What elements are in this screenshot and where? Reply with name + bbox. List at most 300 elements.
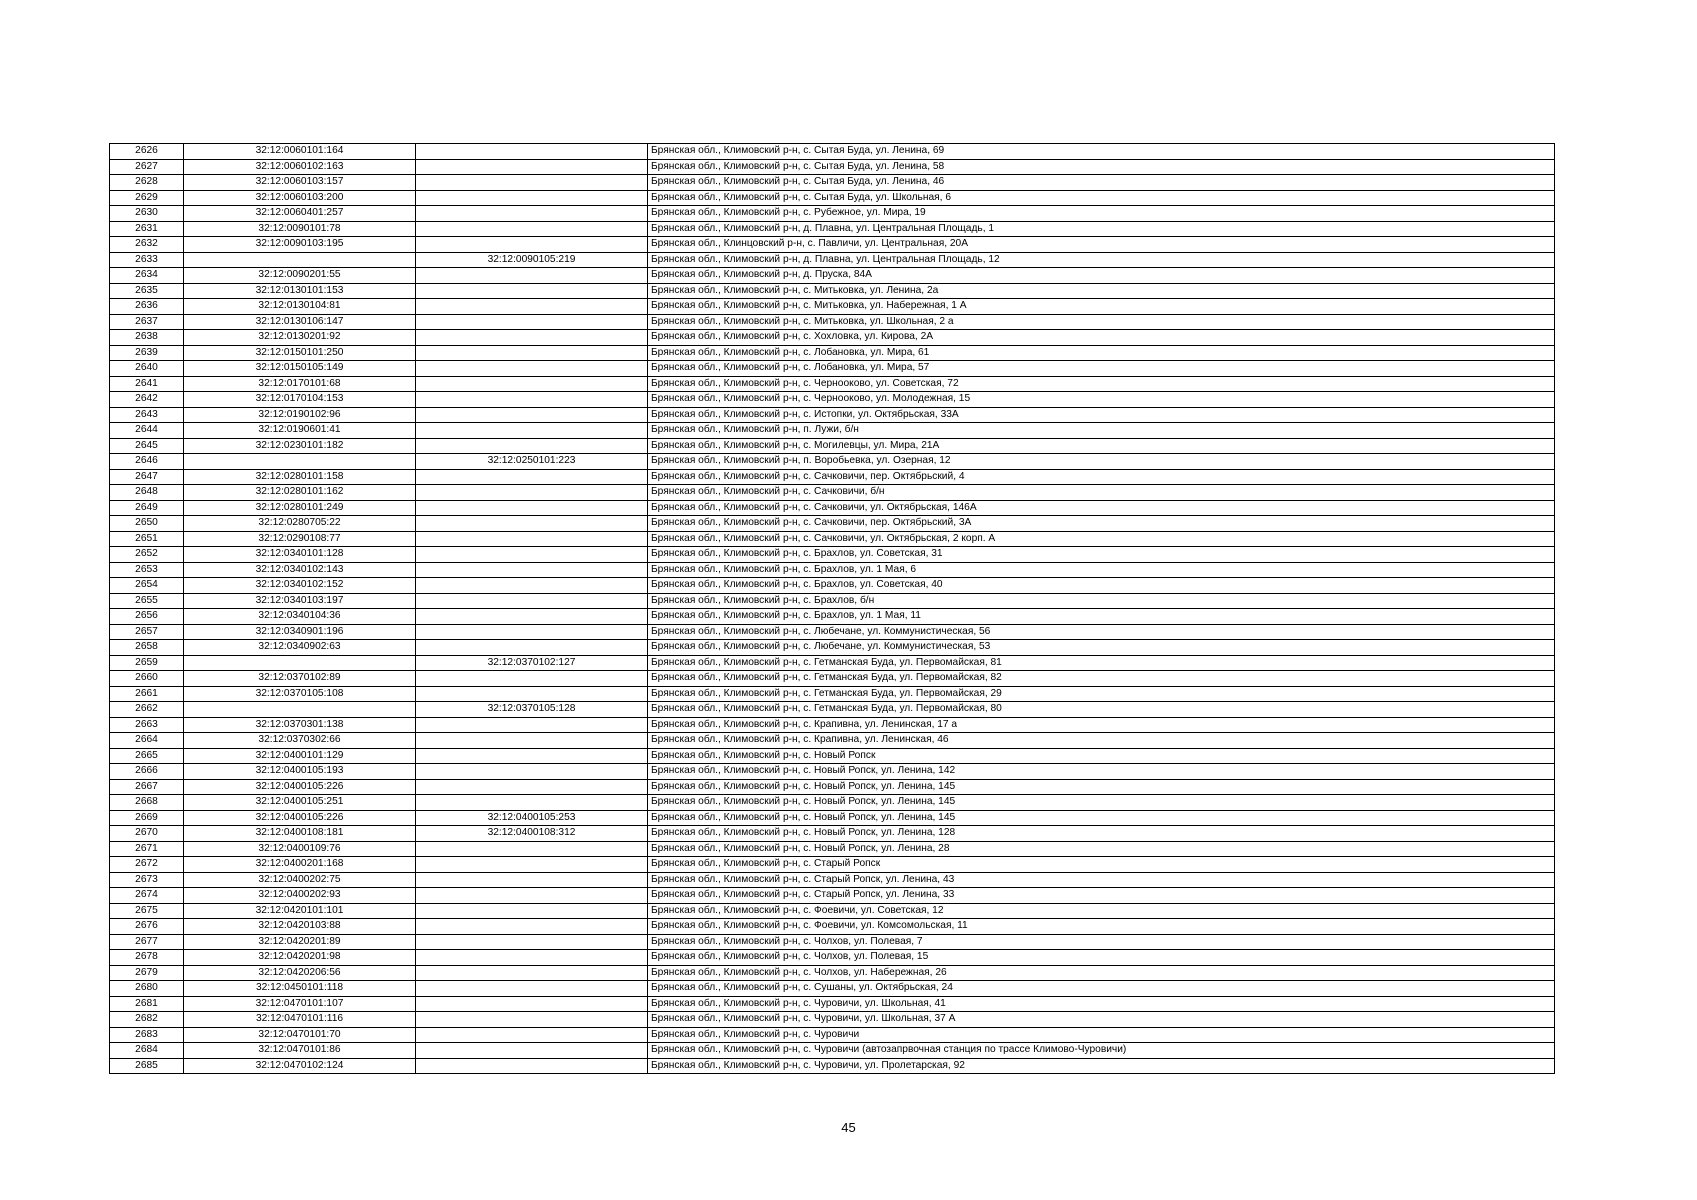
table-row <box>110 578 1555 594</box>
row-number-cell: 2642 <box>110 392 184 408</box>
cadastral-number-cell: 32:12:0290108:77 <box>184 531 416 547</box>
row-number-cell: 2685 <box>110 1058 184 1074</box>
secondary-cadastral-number-cell <box>416 361 648 377</box>
table-row <box>110 996 1555 1012</box>
cadastral-number-cell: 32:12:0060102:163 <box>184 159 416 175</box>
cadastral-number-cell: 32:12:0340901:196 <box>184 624 416 640</box>
cadastral-number-cell: 32:12:0150101:250 <box>184 345 416 361</box>
table-row <box>110 454 1555 470</box>
address-cell: Брянская обл., Климовский р-н, с. Сачковичи, ул. Октябрьская, 146А <box>648 500 1555 516</box>
secondary-cadastral-number-cell <box>416 640 648 656</box>
secondary-cadastral-number-cell <box>416 485 648 501</box>
row-number-cell: 2641 <box>110 376 184 392</box>
cadastral-number-cell: 32:12:0340103:197 <box>184 593 416 609</box>
address-cell: Брянская обл., Климовский р-н, с. Гетманская Буда, ул. Первомайская, 82 <box>648 671 1555 687</box>
secondary-cadastral-number-cell <box>416 144 648 160</box>
address-cell: Брянская обл., Климовский р-н, с. Чернооково, ул. Молодежная, 15 <box>648 392 1555 408</box>
address-cell: Брянская обл., Климовский р-н, с. Сытая Буда, ул. Школьная, 6 <box>648 190 1555 206</box>
cadastral-number-cell: 32:12:0470101:116 <box>184 1012 416 1028</box>
address-cell: Брянская обл., Климовский р-н, с. Новый Ропск, ул. Ленина, 128 <box>648 826 1555 842</box>
address-cell: Брянская обл., Климовский р-н, с. Новый Ропск, ул. Ленина, 145 <box>648 795 1555 811</box>
address-cell: Брянская обл., Климовский р-н, с. Брахлов, ул. 1 Мая, 11 <box>648 609 1555 625</box>
row-number-cell: 2682 <box>110 1012 184 1028</box>
cadastral-number-cell: 32:12:0400202:93 <box>184 888 416 904</box>
secondary-cadastral-number-cell <box>416 624 648 640</box>
secondary-cadastral-number-cell <box>416 314 648 330</box>
cadastral-number-cell <box>184 454 416 470</box>
table-row <box>110 640 1555 656</box>
secondary-cadastral-number-cell <box>416 996 648 1012</box>
address-cell: Брянская обл., Климовский р-н, с. Чолхов, ул. Полевая, 15 <box>648 950 1555 966</box>
address-cell: Брянская обл., Климовский р-н, д. Пруска, 84А <box>648 268 1555 284</box>
cadastral-number-cell: 32:12:0090201:55 <box>184 268 416 284</box>
secondary-cadastral-number-cell <box>416 950 648 966</box>
secondary-cadastral-number-cell <box>416 857 648 873</box>
address-cell: Брянская обл., Климовский р-н, с. Сачковичи, ул. Октябрьская, 2 корп. А <box>648 531 1555 547</box>
page-number: 45 <box>841 1120 856 1135</box>
address-cell: Брянская обл., Климовский р-н, с. Гетманская Буда, ул. Первомайская, 81 <box>648 655 1555 671</box>
registry-table <box>109 143 1555 1074</box>
row-number-cell: 2683 <box>110 1027 184 1043</box>
row-number-cell: 2663 <box>110 717 184 733</box>
cadastral-number-cell: 32:12:0190102:96 <box>184 407 416 423</box>
row-number-cell: 2666 <box>110 764 184 780</box>
address-cell: Брянская обл., Климовский р-н, с. Новый Ропск, ул. Ленина, 145 <box>648 810 1555 826</box>
row-number-cell: 2680 <box>110 981 184 997</box>
address-cell: Брянская обл., Климовский р-н, п. Воробьевка, ул. Озерная, 12 <box>648 454 1555 470</box>
table-row <box>110 500 1555 516</box>
row-number-cell: 2673 <box>110 872 184 888</box>
secondary-cadastral-number-cell <box>416 1043 648 1059</box>
address-cell: Брянская обл., Климовский р-н, с. Чолхов, ул. Набережная, 26 <box>648 965 1555 981</box>
row-number-cell: 2667 <box>110 779 184 795</box>
secondary-cadastral-number-cell <box>416 392 648 408</box>
secondary-cadastral-number-cell <box>416 438 648 454</box>
row-number-cell: 2652 <box>110 547 184 563</box>
address-cell: Брянская обл., Климовский р-н, с. Сачковичи, б/н <box>648 485 1555 501</box>
address-cell: Брянская обл., Климовский р-н, с. Чуровичи, ул. Школьная, 41 <box>648 996 1555 1012</box>
secondary-cadastral-number-cell <box>416 516 648 532</box>
address-cell: Брянская обл., Климовский р-н, с. Сачковичи, пер. Октябрьский, 4 <box>648 469 1555 485</box>
table-row <box>110 547 1555 563</box>
table-row <box>110 841 1555 857</box>
address-cell: Брянская обл., Климовский р-н, с. Новый Ропск, ул. Ленина, 142 <box>648 764 1555 780</box>
table-row <box>110 671 1555 687</box>
secondary-cadastral-number-cell <box>416 748 648 764</box>
secondary-cadastral-number-cell <box>416 1012 648 1028</box>
cadastral-number-cell: 32:12:0470101:70 <box>184 1027 416 1043</box>
row-number-cell: 2659 <box>110 655 184 671</box>
table-row <box>110 562 1555 578</box>
cadastral-number-cell: 32:12:0130106:147 <box>184 314 416 330</box>
cadastral-number-cell: 32:12:0400201:168 <box>184 857 416 873</box>
secondary-cadastral-number-cell <box>416 593 648 609</box>
table-row <box>110 190 1555 206</box>
address-cell: Брянская обл., Климовский р-н, с. Лобановка, ул. Мира, 57 <box>648 361 1555 377</box>
table-row <box>110 438 1555 454</box>
address-cell: Брянская обл., Климовский р-н, с. Могилевцы, ул. Мира, 21А <box>648 438 1555 454</box>
table-row <box>110 965 1555 981</box>
secondary-cadastral-number-cell <box>416 934 648 950</box>
table-row <box>110 237 1555 253</box>
table-row <box>110 376 1555 392</box>
secondary-cadastral-number-cell <box>416 1027 648 1043</box>
cadastral-number-cell <box>184 655 416 671</box>
cadastral-number-cell: 32:12:0190601:41 <box>184 423 416 439</box>
cadastral-number-cell: 32:12:0130201:92 <box>184 330 416 346</box>
table-row <box>110 872 1555 888</box>
secondary-cadastral-number-cell <box>416 407 648 423</box>
row-number-cell: 2627 <box>110 159 184 175</box>
cadastral-number-cell: 32:12:0060103:157 <box>184 175 416 191</box>
cadastral-number-cell: 32:12:0280101:162 <box>184 485 416 501</box>
table-row <box>110 1012 1555 1028</box>
secondary-cadastral-number-cell <box>416 531 648 547</box>
secondary-cadastral-number-cell <box>416 237 648 253</box>
row-number-cell: 2651 <box>110 531 184 547</box>
row-number-cell: 2661 <box>110 686 184 702</box>
secondary-cadastral-number-cell <box>416 764 648 780</box>
table-row <box>110 779 1555 795</box>
cadastral-number-cell: 32:12:0060103:200 <box>184 190 416 206</box>
address-cell: Брянская обл., Климовский р-н, с. Брахлов, ул. Советская, 31 <box>648 547 1555 563</box>
row-number-cell: 2650 <box>110 516 184 532</box>
secondary-cadastral-number-cell <box>416 159 648 175</box>
secondary-cadastral-number-cell <box>416 283 648 299</box>
cadastral-number-cell: 32:12:0340102:143 <box>184 562 416 578</box>
registry-table-body <box>110 144 1555 1074</box>
cadastral-number-cell: 32:12:0400105:226 <box>184 779 416 795</box>
row-number-cell: 2637 <box>110 314 184 330</box>
address-cell: Брянская обл., Климовский р-н, с. Старый Ропск, ул. Ленина, 43 <box>648 872 1555 888</box>
cadastral-number-cell: 32:12:0420201:98 <box>184 950 416 966</box>
table-row <box>110 981 1555 997</box>
table-row <box>110 206 1555 222</box>
cadastral-number-cell: 32:12:0370302:66 <box>184 733 416 749</box>
address-cell: Брянская обл., Климовский р-н, с. Хохловка, ул. Кирова, 2А <box>648 330 1555 346</box>
row-number-cell: 2635 <box>110 283 184 299</box>
secondary-cadastral-number-cell <box>416 221 648 237</box>
table-row <box>110 485 1555 501</box>
table-row <box>110 857 1555 873</box>
table-row <box>110 1058 1555 1074</box>
cadastral-number-cell: 32:12:0420101:101 <box>184 903 416 919</box>
cadastral-number-cell: 32:12:0450101:118 <box>184 981 416 997</box>
cadastral-number-cell: 32:12:0060401:257 <box>184 206 416 222</box>
secondary-cadastral-number-cell <box>416 578 648 594</box>
table-row <box>110 299 1555 315</box>
secondary-cadastral-number-cell <box>416 500 648 516</box>
table-row <box>110 624 1555 640</box>
cadastral-number-cell: 32:12:0400109:76 <box>184 841 416 857</box>
row-number-cell: 2632 <box>110 237 184 253</box>
address-cell: Брянская обл., Климовский р-н, с. Старый Ропск <box>648 857 1555 873</box>
cadastral-number-cell: 32:12:0340104:36 <box>184 609 416 625</box>
table-row <box>110 330 1555 346</box>
row-number-cell: 2662 <box>110 702 184 718</box>
address-cell: Брянская обл., Климовский р-н, с. Чернооково, ул. Советская, 72 <box>648 376 1555 392</box>
table-row <box>110 717 1555 733</box>
address-cell: Брянская обл., Климовский р-н, с. Сачковичи, пер. Октябрьский, 3А <box>648 516 1555 532</box>
table-row <box>110 531 1555 547</box>
address-cell: Брянская обл., Климовский р-н, с. Новый Ропск, ул. Ленина, 145 <box>648 779 1555 795</box>
cadastral-number-cell: 32:12:0130101:153 <box>184 283 416 299</box>
address-cell: Брянская обл., Климовский р-н, с. Крапивна, ул. Ленинская, 17 а <box>648 717 1555 733</box>
row-number-cell: 2634 <box>110 268 184 284</box>
table-row <box>110 888 1555 904</box>
table-row <box>110 733 1555 749</box>
address-cell: Брянская обл., Климовский р-н, с. Митьковка, ул. Набережная, 1 А <box>648 299 1555 315</box>
address-cell: Брянская обл., Климовский р-н, с. Гетманская Буда, ул. Первомайская, 29 <box>648 686 1555 702</box>
address-cell: Брянская обл., Климовский р-н, с. Новый Ропск <box>648 748 1555 764</box>
cadastral-number-cell: 32:12:0420201:89 <box>184 934 416 950</box>
secondary-cadastral-number-cell <box>416 872 648 888</box>
secondary-cadastral-number-cell <box>416 376 648 392</box>
address-cell: Брянская обл., Климовский р-н, с. Брахлов, ул. Советская, 40 <box>648 578 1555 594</box>
secondary-cadastral-number-cell <box>416 795 648 811</box>
table-row <box>110 702 1555 718</box>
secondary-cadastral-number-cell <box>416 717 648 733</box>
table-row <box>110 175 1555 191</box>
row-number-cell: 2681 <box>110 996 184 1012</box>
table-row <box>110 392 1555 408</box>
row-number-cell: 2644 <box>110 423 184 439</box>
address-cell: Брянская обл., Климовский р-н, с. Чуровичи (автозапрвочная станция по трассе Климово-Чуровичи) <box>648 1043 1555 1059</box>
row-number-cell: 2656 <box>110 609 184 625</box>
address-cell: Брянская обл., Климовский р-н, с. Новый Ропск, ул. Ленина, 28 <box>648 841 1555 857</box>
row-number-cell: 2630 <box>110 206 184 222</box>
address-cell: Брянская обл., Климовский р-н, с. Старый Ропск, ул. Ленина, 33 <box>648 888 1555 904</box>
cadastral-number-cell: 32:12:0400105:251 <box>184 795 416 811</box>
secondary-cadastral-number-cell: 32:12:0400108:312 <box>416 826 648 842</box>
secondary-cadastral-number-cell <box>416 919 648 935</box>
secondary-cadastral-number-cell <box>416 330 648 346</box>
address-cell: Брянская обл., Климовский р-н, с. Чуровичи, ул. Пролетарская, 92 <box>648 1058 1555 1074</box>
secondary-cadastral-number-cell <box>416 1058 648 1074</box>
row-number-cell: 2628 <box>110 175 184 191</box>
row-number-cell: 2677 <box>110 934 184 950</box>
row-number-cell: 2660 <box>110 671 184 687</box>
secondary-cadastral-number-cell <box>416 686 648 702</box>
address-cell: Брянская обл., Климовский р-н, п. Лужи, б/н <box>648 423 1555 439</box>
table-row <box>110 144 1555 160</box>
address-cell: Брянская обл., Климовский р-н, с. Митьковка, ул. Школьная, 2 а <box>648 314 1555 330</box>
secondary-cadastral-number-cell: 32:12:0400105:253 <box>416 810 648 826</box>
secondary-cadastral-number-cell <box>416 733 648 749</box>
cadastral-number-cell: 32:12:0420103:88 <box>184 919 416 935</box>
table-row <box>110 314 1555 330</box>
secondary-cadastral-number-cell <box>416 671 648 687</box>
table-row <box>110 268 1555 284</box>
row-number-cell: 2678 <box>110 950 184 966</box>
address-cell: Брянская обл., Климовский р-н, с. Любечане, ул. Коммунистическая, 56 <box>648 624 1555 640</box>
table-row <box>110 748 1555 764</box>
secondary-cadastral-number-cell <box>416 609 648 625</box>
address-cell: Брянская обл., Климовский р-н, с. Крапивна, ул. Ленинская, 46 <box>648 733 1555 749</box>
secondary-cadastral-number-cell: 32:12:0370102:127 <box>416 655 648 671</box>
row-number-cell: 2657 <box>110 624 184 640</box>
row-number-cell: 2645 <box>110 438 184 454</box>
address-cell: Брянская обл., Климовский р-н, с. Любечане, ул. Коммунистическая, 53 <box>648 640 1555 656</box>
secondary-cadastral-number-cell <box>416 888 648 904</box>
row-number-cell: 2653 <box>110 562 184 578</box>
address-cell: Брянская обл., Климовский р-н, с. Брахлов, ул. 1 Мая, 6 <box>648 562 1555 578</box>
secondary-cadastral-number-cell <box>416 903 648 919</box>
row-number-cell: 2679 <box>110 965 184 981</box>
cadastral-number-cell: 32:12:0400108:181 <box>184 826 416 842</box>
table-row <box>110 950 1555 966</box>
address-cell: Брянская обл., Климовский р-н, с. Сытая Буда, ул. Ленина, 69 <box>648 144 1555 160</box>
table-row <box>110 407 1555 423</box>
cadastral-number-cell: 32:12:0090101:78 <box>184 221 416 237</box>
row-number-cell: 2672 <box>110 857 184 873</box>
cadastral-number-cell: 32:12:0400105:226 <box>184 810 416 826</box>
table-row <box>110 345 1555 361</box>
table-row <box>110 469 1555 485</box>
cadastral-number-cell: 32:12:0470101:86 <box>184 1043 416 1059</box>
address-cell: Брянская обл., Климовский р-н, с. Истопки, ул. Октябрьская, 33А <box>648 407 1555 423</box>
cadastral-number-cell: 32:12:0060101:164 <box>184 144 416 160</box>
cadastral-number-cell: 32:12:0470102:124 <box>184 1058 416 1074</box>
table-row <box>110 159 1555 175</box>
table-row <box>110 826 1555 842</box>
address-cell: Брянская обл., Климовский р-н, с. Фоевичи, ул. Комсомольская, 11 <box>648 919 1555 935</box>
row-number-cell: 2647 <box>110 469 184 485</box>
secondary-cadastral-number-cell <box>416 206 648 222</box>
row-number-cell: 2643 <box>110 407 184 423</box>
secondary-cadastral-number-cell: 32:12:0090105:219 <box>416 252 648 268</box>
secondary-cadastral-number-cell <box>416 175 648 191</box>
row-number-cell: 2626 <box>110 144 184 160</box>
cadastral-number-cell: 32:12:0340101:128 <box>184 547 416 563</box>
table-row <box>110 934 1555 950</box>
cadastral-number-cell <box>184 252 416 268</box>
address-cell: Брянская обл., Климовский р-н, с. Чуровичи, ул. Школьная, 37 А <box>648 1012 1555 1028</box>
cadastral-number-cell: 32:12:0470101:107 <box>184 996 416 1012</box>
row-number-cell: 2639 <box>110 345 184 361</box>
row-number-cell: 2655 <box>110 593 184 609</box>
secondary-cadastral-number-cell <box>416 423 648 439</box>
row-number-cell: 2640 <box>110 361 184 377</box>
cadastral-number-cell: 32:12:0280101:158 <box>184 469 416 485</box>
row-number-cell: 2638 <box>110 330 184 346</box>
address-cell: Брянская обл., Климовский р-н, с. Фоевичи, ул. Советская, 12 <box>648 903 1555 919</box>
table-row <box>110 423 1555 439</box>
cadastral-number-cell: 32:12:0340902:63 <box>184 640 416 656</box>
cadastral-number-cell: 32:12:0400101:129 <box>184 748 416 764</box>
row-number-cell: 2664 <box>110 733 184 749</box>
table-row <box>110 919 1555 935</box>
secondary-cadastral-number-cell <box>416 547 648 563</box>
row-number-cell: 2674 <box>110 888 184 904</box>
address-cell: Брянская обл., Климовский р-н, д. Плавна, ул. Центральная Площадь, 12 <box>648 252 1555 268</box>
cadastral-number-cell: 32:12:0400202:75 <box>184 872 416 888</box>
row-number-cell: 2629 <box>110 190 184 206</box>
row-number-cell: 2658 <box>110 640 184 656</box>
cadastral-number-cell <box>184 702 416 718</box>
cadastral-number-cell: 32:12:0150105:149 <box>184 361 416 377</box>
row-number-cell: 2636 <box>110 299 184 315</box>
table-row <box>110 903 1555 919</box>
row-number-cell: 2631 <box>110 221 184 237</box>
secondary-cadastral-number-cell <box>416 299 648 315</box>
table-row <box>110 810 1555 826</box>
cadastral-number-cell: 32:12:0170101:68 <box>184 376 416 392</box>
row-number-cell: 2675 <box>110 903 184 919</box>
secondary-cadastral-number-cell <box>416 965 648 981</box>
address-cell: Брянская обл., Климовский р-н, с. Сытая Буда, ул. Ленина, 58 <box>648 159 1555 175</box>
address-cell: Брянская обл., Климовский р-н, с. Лобановка, ул. Мира, 61 <box>648 345 1555 361</box>
secondary-cadastral-number-cell <box>416 841 648 857</box>
row-number-cell: 2684 <box>110 1043 184 1059</box>
table-row <box>110 795 1555 811</box>
address-cell: Брянская обл., Климовский р-н, с. Рубежное, ул. Мира, 19 <box>648 206 1555 222</box>
cadastral-number-cell: 32:12:0280705:22 <box>184 516 416 532</box>
row-number-cell: 2654 <box>110 578 184 594</box>
row-number-cell: 2648 <box>110 485 184 501</box>
address-cell: Брянская обл., Климовский р-н, д. Плавна, ул. Центральная Площадь, 1 <box>648 221 1555 237</box>
secondary-cadastral-number-cell: 32:12:0370105:128 <box>416 702 648 718</box>
secondary-cadastral-number-cell <box>416 981 648 997</box>
secondary-cadastral-number-cell <box>416 345 648 361</box>
address-cell: Брянская обл., Климовский р-н, с. Сытая Буда, ул. Ленина, 46 <box>648 175 1555 191</box>
row-number-cell: 2633 <box>110 252 184 268</box>
table-row <box>110 1027 1555 1043</box>
row-number-cell: 2665 <box>110 748 184 764</box>
table-row <box>110 252 1555 268</box>
cadastral-number-cell: 32:12:0370301:138 <box>184 717 416 733</box>
table-row <box>110 361 1555 377</box>
cadastral-number-cell: 32:12:0090103:195 <box>184 237 416 253</box>
address-cell: Брянская обл., Климовский р-н, с. Сушаны, ул. Октябрьская, 24 <box>648 981 1555 997</box>
address-cell: Брянская обл., Клинцовский р-н, с. Павличи, ул. Центральная, 20А <box>648 237 1555 253</box>
table-row <box>110 283 1555 299</box>
row-number-cell: 2646 <box>110 454 184 470</box>
table-row <box>110 686 1555 702</box>
secondary-cadastral-number-cell <box>416 268 648 284</box>
table-row <box>110 764 1555 780</box>
table-row <box>110 609 1555 625</box>
secondary-cadastral-number-cell: 32:12:0250101:223 <box>416 454 648 470</box>
row-number-cell: 2668 <box>110 795 184 811</box>
address-cell: Брянская обл., Климовский р-н, с. Гетманская Буда, ул. Первомайская, 80 <box>648 702 1555 718</box>
cadastral-number-cell: 32:12:0420206:56 <box>184 965 416 981</box>
cadastral-number-cell: 32:12:0370105:108 <box>184 686 416 702</box>
cadastral-number-cell: 32:12:0230101:182 <box>184 438 416 454</box>
row-number-cell: 2649 <box>110 500 184 516</box>
table-row <box>110 221 1555 237</box>
cadastral-number-cell: 32:12:0370102:89 <box>184 671 416 687</box>
address-cell: Брянская обл., Климовский р-н, с. Чуровичи <box>648 1027 1555 1043</box>
address-cell: Брянская обл., Климовский р-н, с. Чолхов, ул. Полевая, 7 <box>648 934 1555 950</box>
secondary-cadastral-number-cell <box>416 190 648 206</box>
secondary-cadastral-number-cell <box>416 779 648 795</box>
cadastral-number-cell: 32:12:0170104:153 <box>184 392 416 408</box>
address-cell: Брянская обл., Климовский р-н, с. Брахлов, б/н <box>648 593 1555 609</box>
secondary-cadastral-number-cell <box>416 562 648 578</box>
secondary-cadastral-number-cell <box>416 469 648 485</box>
table-row <box>110 655 1555 671</box>
row-number-cell: 2676 <box>110 919 184 935</box>
row-number-cell: 2670 <box>110 826 184 842</box>
cadastral-number-cell: 32:12:0400105:193 <box>184 764 416 780</box>
row-number-cell: 2669 <box>110 810 184 826</box>
address-cell: Брянская обл., Климовский р-н, с. Митьковка, ул. Ленина, 2а <box>648 283 1555 299</box>
row-number-cell: 2671 <box>110 841 184 857</box>
table-row <box>110 1043 1555 1059</box>
cadastral-number-cell: 32:12:0130104:81 <box>184 299 416 315</box>
cadastral-number-cell: 32:12:0280101:249 <box>184 500 416 516</box>
